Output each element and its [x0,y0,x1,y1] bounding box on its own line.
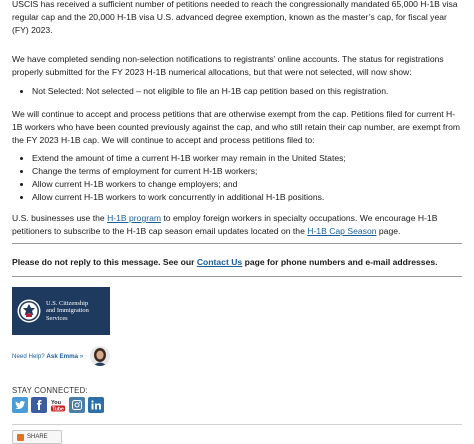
instagram-icon[interactable] [69,397,85,413]
text: to employ foreign workers in specialty occupations. We encourage H-1B petitioners to subscribe to the H-1B cap season email updates located on the [12,213,438,236]
share-icon [17,434,24,441]
paragraph-cap-reached: USCIS has received a sufficient number of petitions needed to reach the congressionally mandated 65,000 H-1B visa regular cap and the 20,000 H-1B visa U.S. advanced degree exemption, known as the master’s cap, for fiscal year (FY) 2023. [12,0,458,35]
text: U.S. businesses use the [12,213,108,223]
dhs-seal-icon [17,299,41,323]
share-button[interactable] [12,430,62,444]
logo-line: and Immigration [46,307,89,315]
list-item: • Allow current H-1B workers to change employers; and [32,178,346,191]
text: page for phone numbers and e-mail addresses. [242,257,438,267]
youtube-icon[interactable] [50,397,66,413]
uscis-logo[interactable] [12,287,110,335]
list-item: • Change the terms of employment for current H-1B workers; [32,165,346,178]
help-prefix: Need Help? [12,352,45,360]
paragraph-h1b-program [12,212,464,238]
h1b-program-link[interactable]: H-1B program [107,213,162,223]
petition-types-list [20,152,346,204]
logo-wordmark [46,300,89,322]
twitter-icon[interactable] [12,397,28,413]
linkedin-icon[interactable] [88,397,104,413]
text: page. [376,226,401,236]
status-list [20,85,388,98]
facebook-icon[interactable] [31,397,47,413]
stay-connected-heading: STAY CONNECTED: [12,386,88,395]
social-links [12,397,104,413]
paragraph-exempt-petitions: We will continue to accept and process petitions that are otherwise exempt from the cap. Petitions filed for current H-1B workers who have been counted previously against the cap, and who still retain their cap number, are exempt from the FY 2023 H-1B cap. We will continue to accept and process petitions filed to: [12,109,461,145]
emma-avatar[interactable] [90,346,110,366]
h1b-cap-season-link[interactable]: H-1B Cap Season [307,226,377,236]
do-not-reply-notice [12,256,438,268]
contact-us-link[interactable]: Contact Us [196,257,243,267]
svg-text:Tube: Tube [52,406,64,413]
ask-emma-help[interactable] [12,346,110,366]
text: Please do not reply to this message. See our [12,257,197,267]
svg-text:You: You [51,400,61,406]
help-text[interactable] [12,353,83,360]
paragraph-non-selection: We have completed sending non-selection notifications to registrants’ online accounts. The status for registrations properly submitted for the FY 2023 H-1B numerical allocations, but that were not selected, will now show: [12,54,444,77]
divider [12,276,462,277]
divider [12,424,462,425]
list-item: • Not Selected: Not selected – not eligible to file an H-1B cap petition based on this registration. [32,85,388,98]
logo-line: U.S. Citizenship [46,300,89,308]
ask-emma-link[interactable]: Ask Emma [46,352,79,360]
emma-avatar-icon [90,346,110,366]
logo-line: Services [46,314,68,322]
list-item: • Allow current H-1B workers to work concurrently in additional H-1B positions. [32,191,346,204]
divider [12,243,462,244]
help-suffix: » [78,352,84,360]
list-item: • Extend the amount of time a current H-1B worker may remain in the United States; [32,152,346,165]
share-label: SHARE [27,434,48,440]
